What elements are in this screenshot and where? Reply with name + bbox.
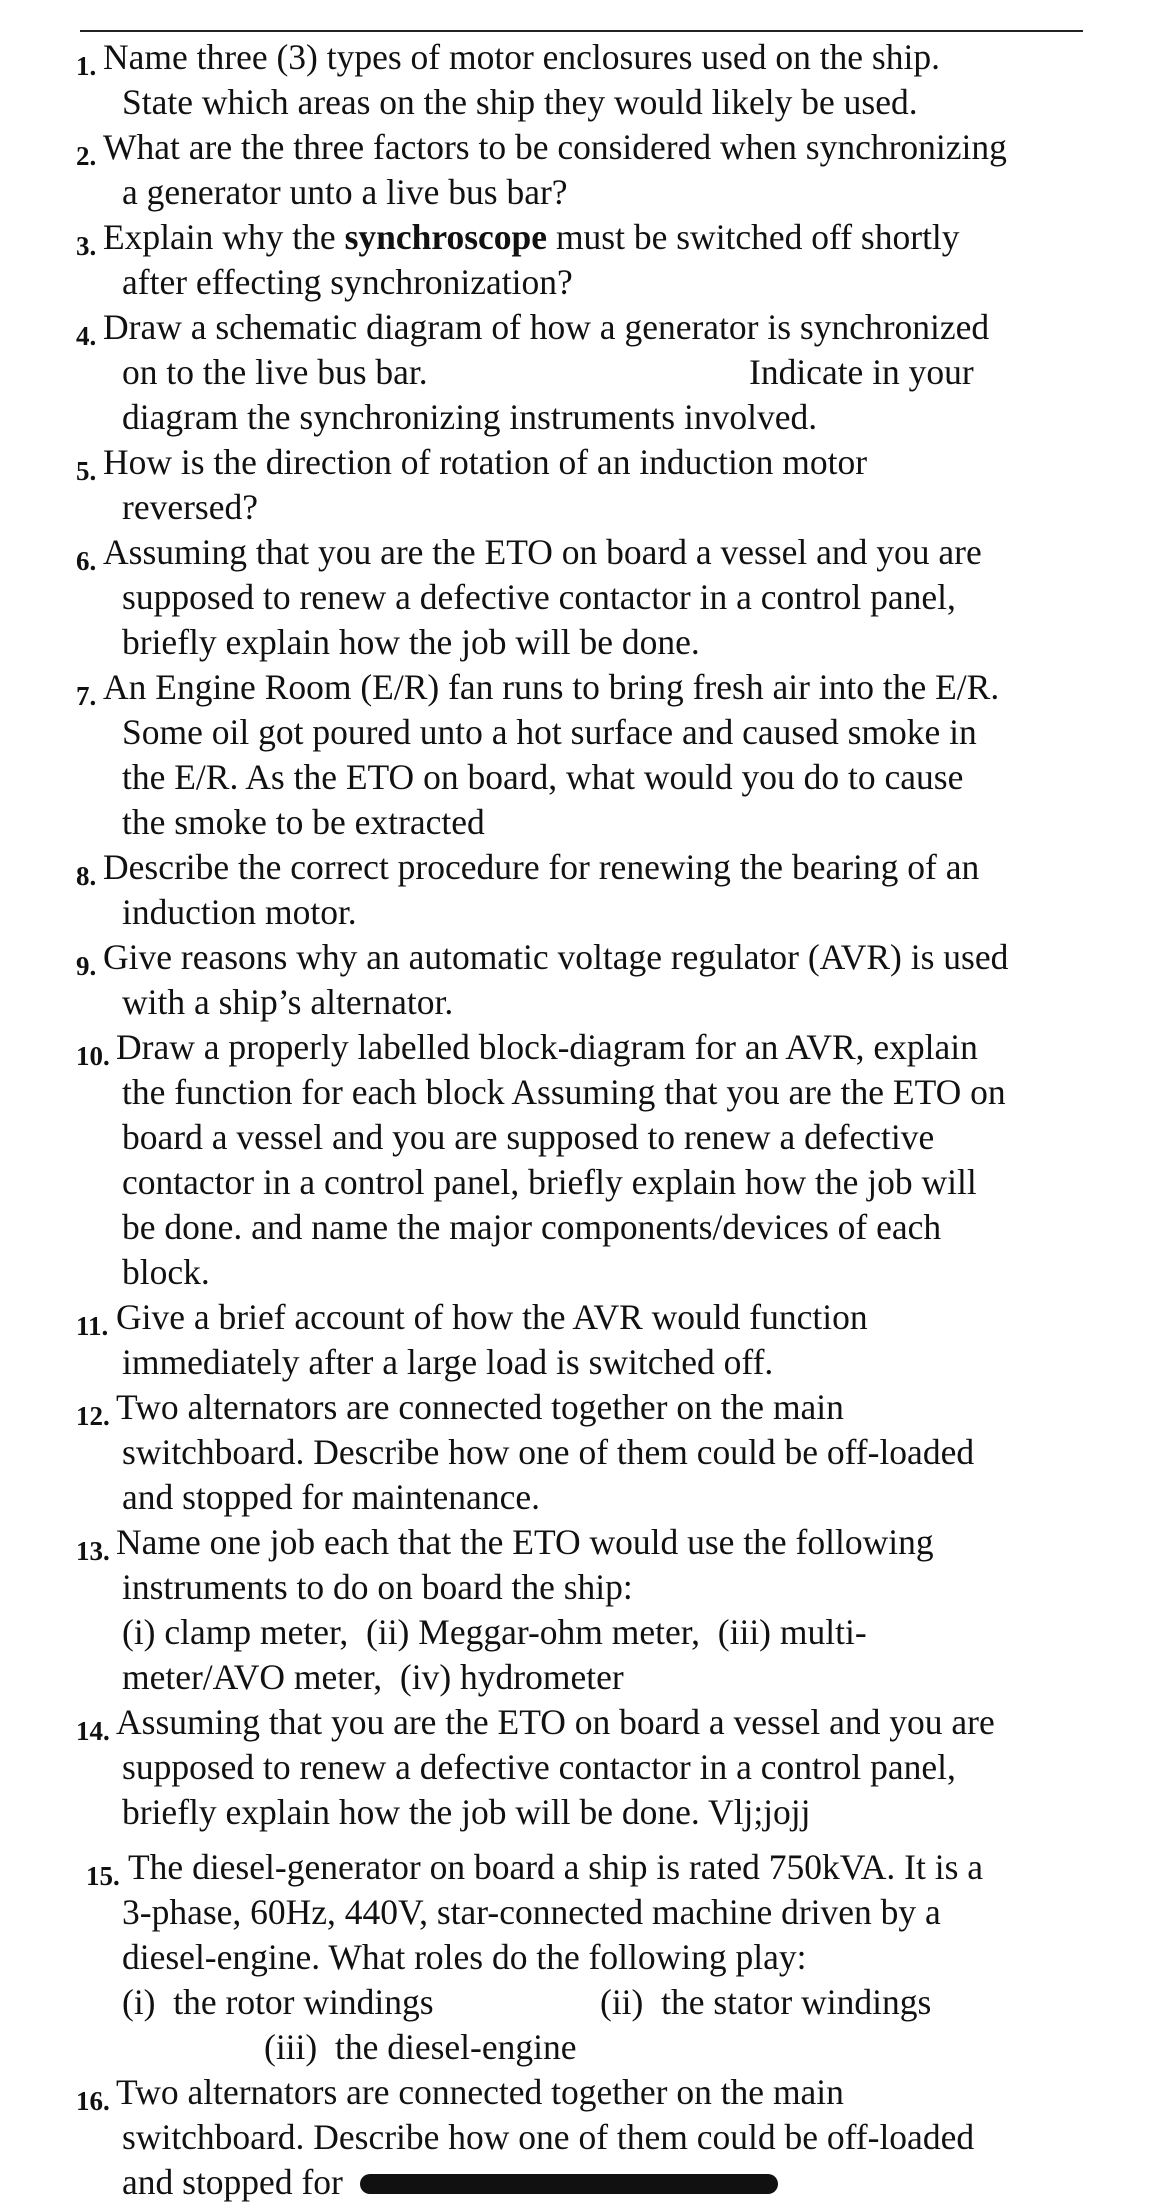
question-number: 2. bbox=[76, 141, 97, 171]
question-line: What are the three factors to be considered when synchronizing bbox=[103, 127, 1007, 167]
question-number: 14. bbox=[76, 1716, 110, 1746]
top-rule bbox=[80, 30, 1083, 32]
question-line: State which areas on the ship they would likely be used. bbox=[122, 82, 918, 122]
question-line: be done. and name the major components/devices of each bbox=[122, 1207, 942, 1247]
question-line: reversed? bbox=[122, 487, 258, 527]
question-line: a generator unto a live bus bar? bbox=[122, 172, 568, 212]
question-number: 12. bbox=[76, 1401, 110, 1431]
question-number: 16. bbox=[76, 2086, 110, 2116]
question-line: contactor in a control panel, briefly explain how the job will bbox=[122, 1162, 977, 1202]
question-line: induction motor. bbox=[122, 892, 357, 932]
question-line: immediately after a large load is switched off. bbox=[122, 1342, 774, 1382]
question-line: Assuming that you are the ETO on board a vessel and you are bbox=[103, 532, 982, 572]
question-line: Name three (3) types of motor enclosures used on the ship. bbox=[103, 37, 940, 77]
question-number: 5. bbox=[76, 456, 97, 486]
question-line: and stopped for bbox=[122, 2162, 343, 2202]
question-line: (i) clamp meter, (ii) Meggar-ohm meter, (iii) multi- bbox=[122, 1612, 867, 1652]
question-line: and stopped for maintenance. bbox=[122, 1477, 540, 1517]
question-line: Assuming that you are the ETO on board a vessel and you are bbox=[116, 1702, 995, 1742]
question-line: Give a brief account of how the AVR would function bbox=[116, 1297, 868, 1337]
question-line: Some oil got poured unto a hot surface and caused smoke in bbox=[122, 712, 977, 752]
question-number: 1. bbox=[76, 51, 97, 81]
question-line: diagram the synchronizing instruments involved. bbox=[122, 397, 818, 437]
question-number: 8. bbox=[76, 861, 97, 891]
question-line: Draw a schematic diagram of how a generator is synchronized bbox=[103, 307, 990, 347]
question-line: Name one job each that the ETO would use the following bbox=[116, 1522, 934, 1562]
question-line: Explain why the synchroscope must be switched off shortly bbox=[103, 217, 960, 257]
question-line: on to the live bus bar. bbox=[122, 352, 428, 392]
home-indicator-bar bbox=[360, 2174, 778, 2194]
question-number: 9. bbox=[76, 951, 97, 981]
question-line: Describe the correct procedure for renewing the bearing of an bbox=[103, 847, 980, 887]
question-line: Indicate in your bbox=[749, 352, 974, 392]
question-number: 6. bbox=[76, 546, 97, 576]
question-line: briefly explain how the job will be done. bbox=[122, 622, 700, 662]
question-number: 15. bbox=[86, 1861, 120, 1891]
question-line: Draw a properly labelled block-diagram for an AVR, explain bbox=[116, 1027, 978, 1067]
question-line: after effecting synchronization? bbox=[122, 262, 573, 302]
question-line: briefly explain how the job will be done. Vlj;jojj bbox=[122, 1792, 811, 1832]
question-number: 3. bbox=[76, 231, 97, 261]
question-line: meter/AVO meter, (iv) hydrometer bbox=[122, 1657, 624, 1697]
question-line: switchboard. Describe how one of them could be off-loaded bbox=[122, 2117, 975, 2157]
question-number: 4. bbox=[76, 321, 97, 351]
question-number: 7. bbox=[76, 681, 97, 711]
question-line: Two alternators are connected together on the main bbox=[116, 2072, 844, 2112]
question-line: supposed to renew a defective contactor in a control panel, bbox=[122, 1747, 956, 1787]
question-line: How is the direction of rotation of an induction motor bbox=[103, 442, 868, 482]
question-line: the smoke to be extracted bbox=[122, 802, 485, 842]
question-number: 11. bbox=[76, 1311, 109, 1341]
question-line: Give reasons why an automatic voltage regulator (AVR) is used bbox=[103, 937, 1009, 977]
question-line: (iii) the diesel-engine bbox=[264, 2027, 577, 2067]
question-line: Two alternators are connected together on the main bbox=[116, 1387, 844, 1427]
question-line: (ii) the stator windings bbox=[600, 1982, 932, 2022]
question-line: diesel-engine. What roles do the following play: bbox=[122, 1937, 807, 1977]
question-number: 13. bbox=[76, 1536, 110, 1566]
question-line: switchboard. Describe how one of them could be off-loaded bbox=[122, 1432, 975, 1472]
question-line: the E/R. As the ETO on board, what would you do to cause bbox=[122, 757, 964, 797]
bold-term: synchroscope bbox=[344, 217, 548, 257]
question-line: the function for each block Assuming that you are the ETO on bbox=[122, 1072, 1006, 1112]
question-line: board a vessel and you are supposed to renew a defective bbox=[122, 1117, 935, 1157]
question-number: 10. bbox=[76, 1041, 110, 1071]
question-line: block. bbox=[122, 1252, 210, 1292]
question-line: The diesel-generator on board a ship is rated 750kVA. It is a bbox=[128, 1847, 984, 1887]
question-line: (i) the rotor windings bbox=[122, 1982, 434, 2022]
question-line: 3-phase, 60Hz, 440V, star-connected machine driven by a bbox=[122, 1892, 941, 1932]
question-line: with a ship’s alternator. bbox=[122, 982, 454, 1022]
question-line: An Engine Room (E/R) fan runs to bring fresh air into the E/R. bbox=[103, 667, 1000, 707]
question-line: instruments to do on board the ship: bbox=[122, 1567, 633, 1607]
question-line: supposed to renew a defective contactor in a control panel, bbox=[122, 577, 956, 617]
